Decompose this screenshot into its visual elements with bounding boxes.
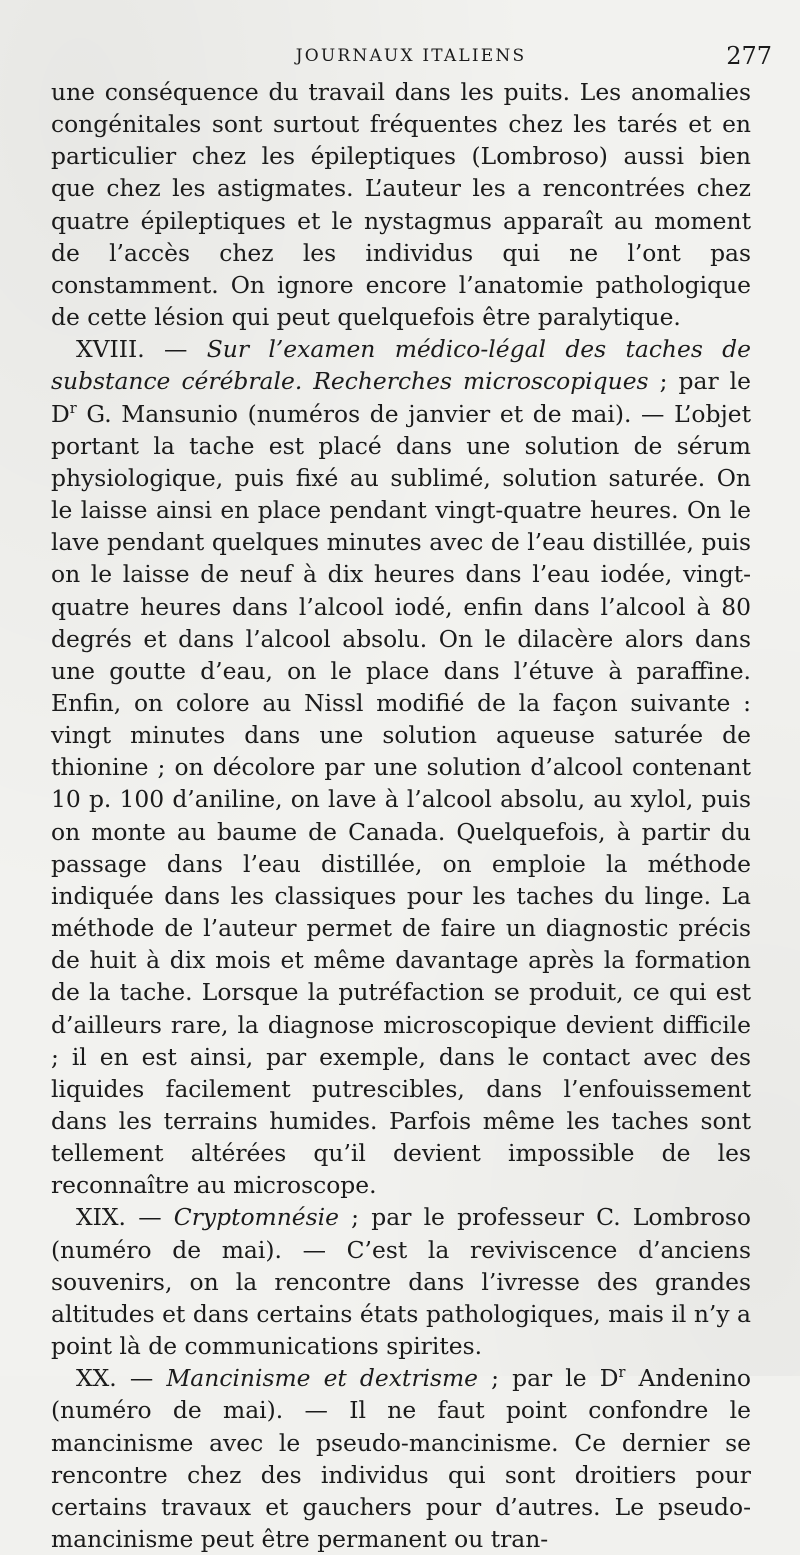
page-number: 277 [726, 42, 772, 70]
paragraph-text: (numéros de janvier et de mai). — L’objet portant la tache est placé dans une solution de sérum physiologique, puis fixé au sublimé, solution saturée. On le laisse ainsi en place pendant vingt-quatre heures. On le lave pendant quelques minutes avec de l’eau distillée, puis on le laisse de neuf à dix heures dans l’eau iodée, vingt-quatre heures dans l’alcool iodé, enfin dans l’alcool à 80 degrés et dans l’alcool absolu. On le dilacère alors dans une goutte d’eau, on le place dans l’étuve à paraffine. Enfin, on colore au Nissl modifié de la façon suivante : vingt minutes dans une solution aqueuse saturée de thionine ; on décolore par une solution d’alcool contenant 10 p. 100 d’aniline, on lave à l’alcool absolu, au xylol, puis on monte au baume de Canada. Quelquefois, à partir du passage dans l’eau distillée, on emploie la méthode indiquée dans les classiques pour les taches du linge. La méthode de l’auteur permet de faire un diagnostic précis de huit à dix mois et même davantage après la formation de la tache. Lorsque la putréfaction se produit, ce qui est d’ailleurs rare, la diagnose microscopique devient difficile ; il en est ainsi, par exemple, dans le contact avec des liquides facilement putrescibles, dans l’enfouissement dans les terrains humides. Parfois même les taches sont tellement altérées qu’il devient impossible de les reconnaître au microscope. [51, 399, 751, 1200]
doctor-superscript: r [618, 1365, 626, 1382]
section-xx [51, 1362, 751, 1555]
body-text [51, 76, 751, 1555]
section-byline: ; par le D [51, 367, 751, 428]
section-number: XIX. [76, 1203, 126, 1232]
running-header [50, 42, 772, 72]
paragraph-text: une conséquence du travail dans les puits. Les anomalies congénitales sont surtout fréquentes chez les tarés et en particulier chez les épileptiques (Lombroso) aussi bien que chez les astigmates. L’auteur les a rencontrées chez quatre épileptiques et le nystagmus apparaît au moment de l’accès chez les individus qui ne l’ont pas constamment. On ignore encore l’anatomie pathologique de cette lésion qui peut quelquefois être paralytique. [51, 78, 751, 332]
section-dash: — [116, 1364, 167, 1393]
section-title: Cryptomnésie [173, 1203, 339, 1232]
paragraph-continued [51, 76, 751, 333]
section-title: Sur l’examen médico-légal des taches de substance cérébrale. Recherches microscopiques [51, 335, 751, 396]
section-author: Andenino [625, 1364, 751, 1393]
section-author: G. Mansunio [76, 399, 238, 428]
paragraph-text: (numéro de mai). — C’est la reviviscence d’anciens souvenirs, on la rencontre dans l’ivresse des grandes altitudes et dans certains états pathologiques, mais il n’y a point là de communications spirites. [51, 1235, 751, 1361]
running-title: JOURNAUX ITALIENS [295, 46, 527, 66]
doctor-superscript: r [69, 400, 77, 417]
section-dash: — [144, 335, 207, 364]
paragraph-text: (numéro de mai). — Il ne faut point confondre le mancinisme avec le pseudo-mancinisme. Ce dernier se rencontre chez des individus qui sont droitiers pour certains travaux et gauchers pour d’autres. Le pseudo-mancinisme peut être permanent ou tran- [51, 1396, 751, 1554]
section-title: Mancinisme et dextrisme [166, 1364, 479, 1393]
section-xviii [51, 333, 751, 1201]
section-dash: — [125, 1203, 174, 1232]
section-byline: ; par le professeur C. Lombroso [338, 1203, 751, 1232]
section-number: XVIII. [76, 335, 145, 364]
section-byline: ; par le D [478, 1364, 619, 1393]
section-xix [51, 1201, 751, 1362]
section-number: XX. [76, 1364, 117, 1393]
